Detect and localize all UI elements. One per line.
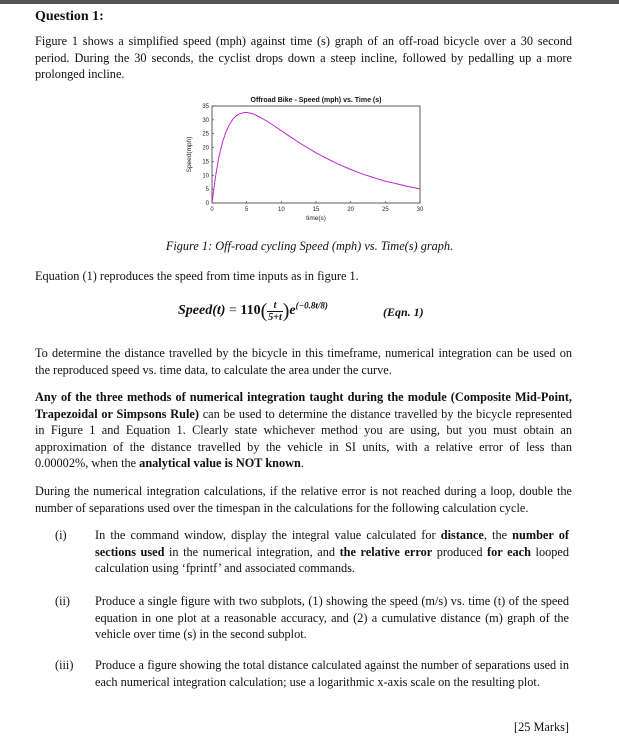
- methods-paragraph: [35, 389, 572, 472]
- speed-chart: [170, 93, 432, 233]
- eq-coef: 110: [240, 303, 261, 318]
- speed-equation: [178, 300, 328, 323]
- top-border: [0, 0, 619, 4]
- x-tick-label: 20: [347, 207, 355, 213]
- task-text-part: looped calculation using ‘fprintf’ and associated commands.: [95, 544, 569, 575]
- task-bold-part: distance: [440, 528, 484, 542]
- eq-frac-num: t: [267, 300, 282, 312]
- task-text-part: , the: [483, 528, 513, 542]
- y-tick-label: 10: [202, 173, 209, 180]
- x-tick-label: 0: [210, 207, 214, 213]
- equation-label: (Eqn. 1): [383, 305, 424, 319]
- intro-paragraph: Figure 1 shows a simplified speed (mph) against time (s) graph of an off-road bicycle over a 30 second period. During the 30 seconds, the cyclist drops down a steep incline, followed by pedalling up a more prolonged incline.: [35, 34, 572, 81]
- y-tick-label: 20: [202, 145, 209, 152]
- methods-end: .: [300, 456, 304, 470]
- plot-frame: [212, 106, 420, 203]
- y-tick-label: 5: [205, 187, 209, 194]
- figure-caption: Figure 1: Off-road cycling Speed (mph) vs. Time(s) graph.: [165, 239, 454, 253]
- y-tick-label: 30: [202, 117, 209, 124]
- task-text: Produce a single figure with two subplots, (1) showing the speed (m/s) vs. time (t) of the speed equation in one plot at a reasonable accuracy, and (2) a cumulative distance (m) graph of the vehicle over time (s) in the second subplot.: [95, 594, 569, 641]
- eq-fraction: [267, 300, 282, 323]
- eq-lhs: Speed(t): [178, 303, 226, 318]
- y-tick-label: 25: [202, 131, 209, 138]
- chart-title: Offroad Bike - Speed (mph) vs. Time (s): [250, 97, 382, 104]
- eq-base: e: [289, 303, 296, 318]
- task-text-part: produced: [432, 544, 488, 559]
- task-number: (iii): [55, 658, 74, 672]
- question-title: Question 1:: [35, 9, 104, 24]
- distance-paragraph: To determine the distance travelled by the bicycle in this timeframe, numerical integration can be used on the reproduced speed vs. time data, to calculate the area under the curve.: [35, 346, 572, 377]
- task-text: Produce a figure showing the total distance calculated against the number of separations used in each numerical integration calculation; use a logarithmic x-axis scale on the resulting plot.: [95, 658, 569, 689]
- task-bold-part: the relative error: [339, 544, 433, 559]
- y-tick-label: 15: [202, 159, 209, 166]
- methods-bold-lead: Any of the three methods of numerical integration taught during the module (Composite Mid-Point, Trapezoidal or Simpsons Rule): [35, 390, 572, 421]
- methods-bold-tail: analytical value is NOT known: [139, 456, 301, 470]
- task-number: (ii): [55, 594, 71, 608]
- eq-frac-den: 5+t: [268, 312, 282, 323]
- methods-rest: can be used to determine the distance travelled by the bicycle represented in Figure 1 and Equation 1. Clearly state whichever method you are using, but you must obtain an approximation of the distance travelled by the vehicle in SI units, with a relative error of less than 0.00002%, when the: [35, 406, 572, 470]
- x-axis-label: time(s): [306, 215, 326, 222]
- equation-intro: Equation (1) reproduces the speed from time inputs as in figure 1.: [35, 269, 359, 283]
- x-tick-label: 15: [312, 207, 320, 213]
- task-text-part: In the command window, display the integral value calculated for: [95, 528, 441, 542]
- y-tick-label: 35: [202, 104, 209, 110]
- task-text: [95, 527, 569, 577]
- loop-paragraph: During the numerical integration calculations, if the relative error is not reached during a loop, double the number of separations used over the timespan in the calculations for the following calculation cycle.: [35, 484, 572, 515]
- task-bold-part: number of sections used: [95, 528, 569, 559]
- task-text-part: in the numerical integration, and: [164, 544, 340, 559]
- y-tick-label: 0: [205, 201, 209, 207]
- task-number: (i): [55, 528, 67, 542]
- x-tick-label: 30: [416, 207, 424, 213]
- eq-exponent: (−0.8t/8): [295, 300, 328, 311]
- task-bold-part: for each: [487, 544, 531, 559]
- eq-paren-close: ): [282, 300, 290, 322]
- x-tick-label: 5: [244, 207, 249, 213]
- x-tick-label: 10: [277, 207, 285, 213]
- y-axis-label: Speed(mph): [186, 136, 193, 173]
- marks-label: [25 Marks]: [514, 720, 569, 734]
- x-tick-label: 25: [381, 207, 389, 213]
- eq-equals: =: [228, 303, 237, 318]
- eq-paren-open: (: [260, 300, 268, 322]
